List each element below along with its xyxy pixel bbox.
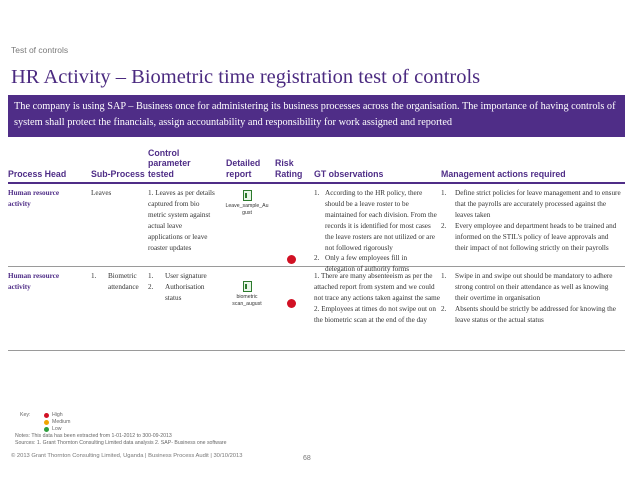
- action-item: 1. Define strict policies for leave management and to ensure that the payrolls are accurately processed against the leaves taken: [441, 189, 621, 219]
- key-item-medium: Medium: [44, 419, 70, 425]
- actions-cell: [441, 271, 621, 326]
- header-detailed-report: Detailed report: [226, 158, 261, 179]
- key-label: Key:: [20, 412, 31, 418]
- excel-file-icon: [243, 281, 252, 292]
- action-item: 2. Every employee and department heads to be trained and informed on the STIL's policy of leave approvals and their impact of not following strictly on their payrolls: [441, 221, 617, 252]
- process-head-cell: Human resource activity: [8, 272, 60, 291]
- notes-line: Notes: This data has been extracted from 1-01-2012 to 300-09-2013: [15, 433, 172, 439]
- header-risk-rating: Risk Rating: [275, 158, 303, 179]
- actions-cell: [441, 188, 621, 253]
- control-item: 1. User signature: [148, 272, 207, 280]
- observation-item: 1. There are many absenteeism as per the attached report from system and we could not trace any actions taken against the same: [314, 272, 440, 302]
- table-header: [8, 147, 625, 184]
- low-dot: [44, 427, 49, 432]
- action-item: 2. Absents should be strictly be addressed for knowing the leave status or the actual status: [441, 304, 616, 324]
- high-dot: [44, 413, 49, 418]
- sub-process-item: 1. Biometric attendance: [91, 272, 139, 291]
- control-item: 2. Authorisation status: [148, 282, 205, 302]
- header-control-parameter: Control parameter tested: [148, 147, 191, 179]
- slide-title: HR Activity – Biometric time registration test of controls: [11, 66, 481, 88]
- risk-high-dot: [287, 255, 296, 264]
- observations-cell: [314, 271, 441, 326]
- risk-high-dot: [287, 299, 296, 308]
- header-gt-observations: GT observations: [314, 168, 384, 179]
- report-attachment[interactable]: [224, 190, 270, 216]
- sources-line: Sources: 1. Grant Thornton Consulting Limited data analysis 2. SAP- Business one software: [15, 440, 227, 446]
- controls-table: [8, 147, 625, 351]
- footer: © 2013 Grant Thornton Consulting Limited, Uganda | Business Process Audit | 30/10/2013: [11, 453, 243, 459]
- report-attachment[interactable]: [224, 281, 270, 307]
- sub-process-cell: Leaves: [91, 189, 112, 197]
- observation-item: 2. Only a few employees fill in delegation of authority forms: [314, 254, 410, 274]
- observation-item: 2. Employees at times do not swipe out on the biometric scan at the end of the day: [314, 304, 436, 324]
- key-item-high: High: [44, 412, 63, 418]
- header-sub-process: Sub-Process: [91, 168, 145, 179]
- action-item: 1. Swipe in and swipe out should be mandatory to adhere strong control on their attendance as well as knowing their overtime in organisation: [441, 272, 613, 302]
- header-management-actions: Management actions required: [441, 168, 566, 179]
- control-parameter-cell: [148, 271, 220, 304]
- intro-banner: The company is using SAP – Business once for administering its business processes across the organisation. The importance of having controls of system shall protect the financials, assign accountability and responsibility for work assigned and reported: [8, 95, 625, 137]
- report-caption: biometric scan_august: [232, 294, 262, 307]
- report-caption: Leave_sample_Au gust: [225, 203, 269, 216]
- process-head-cell: Human resource activity: [8, 189, 60, 208]
- observation-item: 1. According to the HR policy, there should be a leave roster to be maintained for each division. From the records it is identified for most cases the leave rosters are not utilized or are not followed rigorously: [314, 189, 437, 252]
- observations-cell: [314, 188, 437, 275]
- page-number: 68: [303, 455, 311, 462]
- excel-file-icon: [243, 190, 252, 201]
- sub-process-cell: [91, 271, 145, 293]
- table-row: [8, 184, 625, 274]
- control-parameter-cell: 1. Leaves as per details captured from bio metric system against actual leave applications or leave roaster updates: [148, 189, 215, 252]
- medium-dot: [44, 420, 49, 425]
- section-label: Test of controls: [11, 45, 69, 55]
- table-row: [8, 267, 625, 351]
- key-item-low: Low: [44, 426, 62, 432]
- header-process-head: Process Head: [8, 168, 67, 179]
